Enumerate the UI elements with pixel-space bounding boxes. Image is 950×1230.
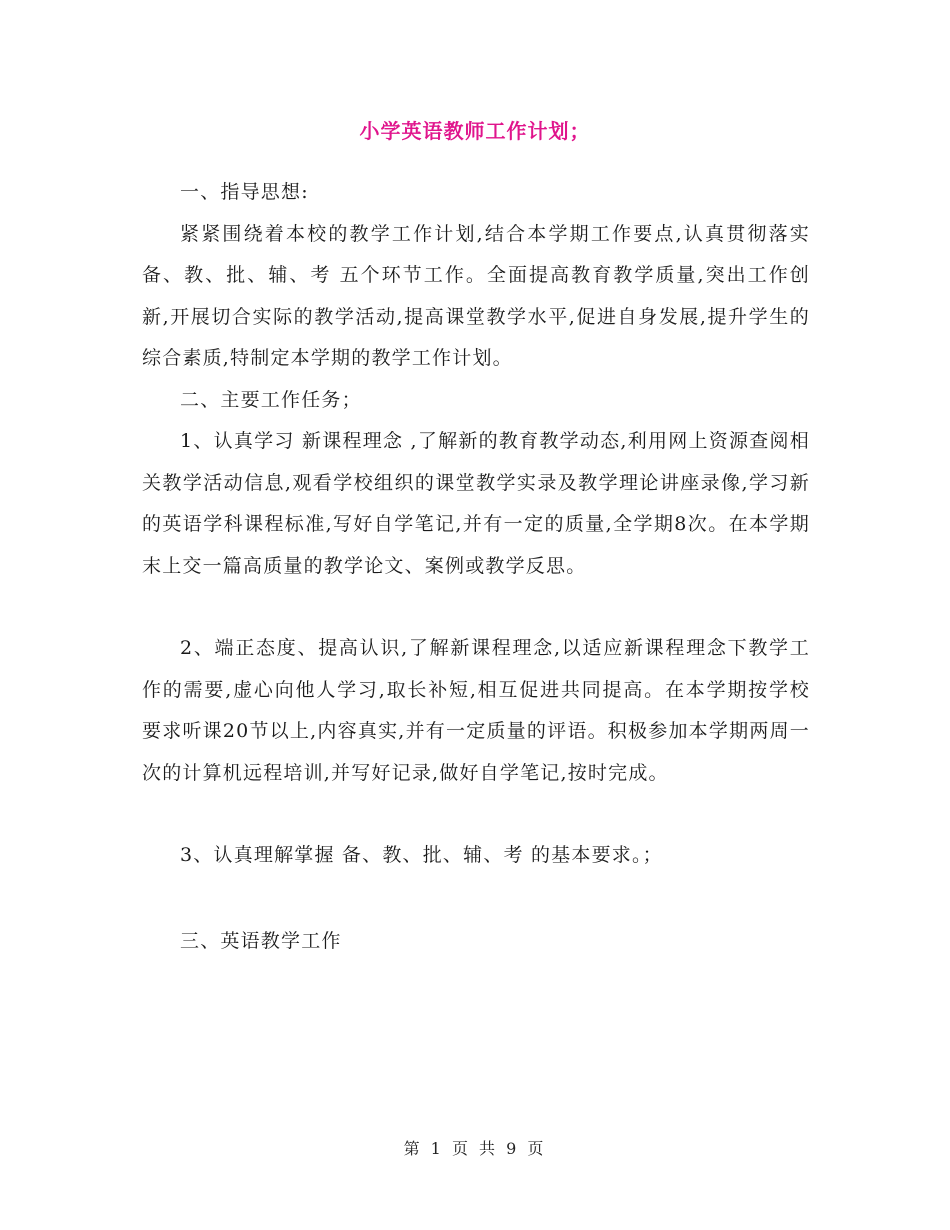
section-heading-guiding-thought: 一、指导思想: xyxy=(180,181,309,203)
paragraph-guiding-thought: 紧紧围绕着本校的教学工作计划,结合本学期工作要点,认真贯彻落实 备、教、批、辅、考 五个环节工作。全面提高教育教学质量,突出工作创新,开展切合实际的教学活动,提高课堂教学水平,促进自身发展,提升学生的综合素质,特制定本学期的教学工作计划。 xyxy=(142,222,810,369)
document-title: 小学英语教师工作计划； xyxy=(359,119,591,143)
section-heading-main-tasks: 二、主要工作任务； xyxy=(180,388,362,411)
document-body xyxy=(142,172,810,962)
paragraph-task-1: 1、认真学习 新课程理念 ,了解新的教育教学动态,利用网上资源查阅相关教学活动信息,观看学校组织的课堂教学实录及教学理论讲座录像,学习新的英语学科课程标准,写好自学笔记,并有一定的质量,全学期8次。在本学期末上交一篇高质量的教学论文、案例或教学反思。 xyxy=(142,430,810,577)
paragraph-task-3: 3、认真理解掌握 备、教、批、辅、考 的基本要求。； xyxy=(180,844,663,866)
paragraph-task-2: 2、端正态度、提高认识,了解新课程理念,以适应新课程理念下教学工作的需要,虚心向他人学习,取长补短,相互促进共同提高。在本学期按学校要求听课20节以上,内容真实,并有一定质量的评语。积极参加本学期两周一次的计算机远程培训,并写好记录,做好自学笔记,按时完成。 xyxy=(142,637,810,784)
section-heading-english-teaching: 三、英语教学工作 xyxy=(180,929,342,952)
page-number-footer: 第 1 页 共 9 页 xyxy=(403,1139,547,1158)
